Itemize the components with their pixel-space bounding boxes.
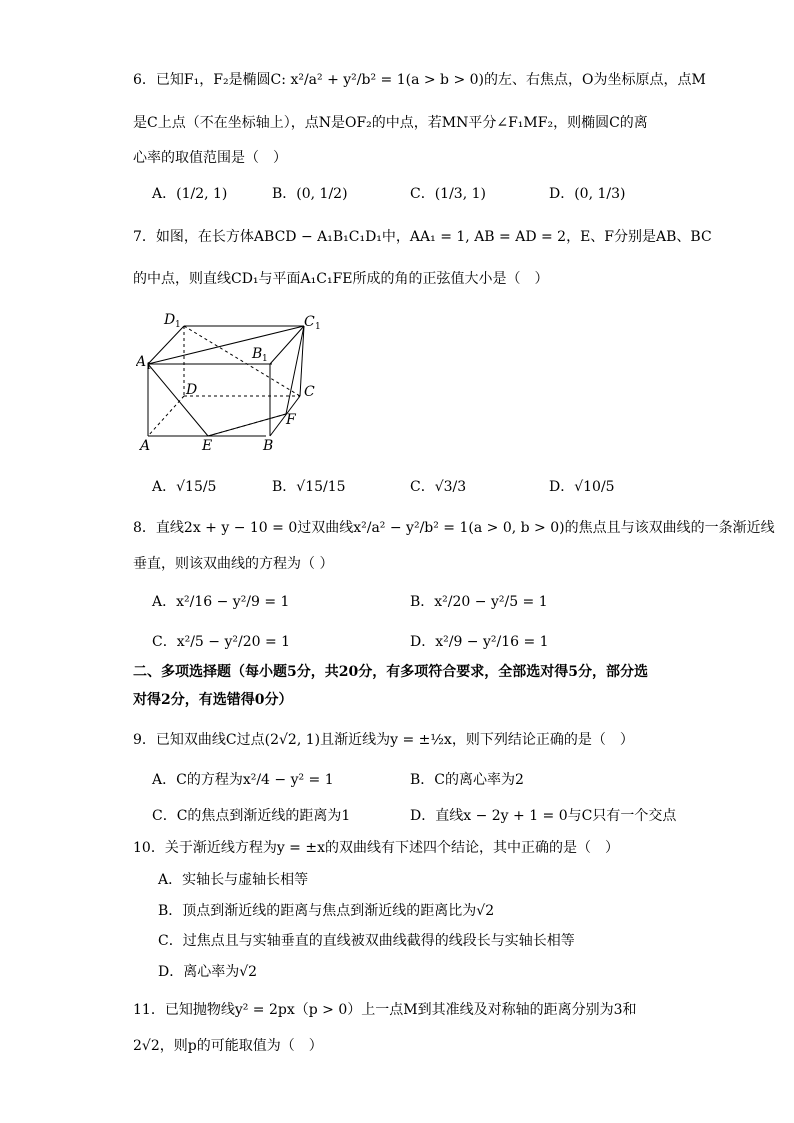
q7-line2: 的中点，则直线CD₁与平面A₁C₁FE所成的角的正弦值大小是（ ） [133,271,549,287]
cuboid-figure [136,306,336,456]
label-c: C [304,384,315,400]
q9-option-c: C．C的焦点到渐近线的距离为1 [152,808,351,824]
q6-line3: 心率的取值范围是（ ） [133,150,287,166]
q7-option-a: A．√15/5 [152,479,217,495]
q10-option-c: C．过焦点且与实轴垂直的直线被双曲线截得的线段长与实轴长相等 [158,933,575,949]
q6-option-c: C．(1/3, 1) [410,186,486,202]
q10-line1: 10．关于渐近线方程为y = ±x的双曲线有下述四个结论，其中正确的是（ ） [133,840,619,856]
label-d: D [186,382,198,398]
label-b: B [263,438,274,454]
label-b1-sub: 1 [262,354,268,364]
q10-option-d: D．离心率为√2 [158,964,258,980]
q9-option-d: D．直线x − 2y + 1 = 0与C只有一个交点 [410,808,677,824]
q7-option-b: B．√15/15 [272,479,346,495]
q6-line1: 6．已知F₁，F₂是椭圆C: x²/a² + y²/b² = 1(a > b > 0)的左、右焦点，O为坐标原点，点M [133,72,706,88]
q8-line1: 8．直线2x + y − 10 = 0过双曲线x²/a² − y²/b² = 1(a > 0, b > 0)的焦点且与该双曲线的一条渐近线 [133,520,775,536]
q8-option-c: C．x²/5 − y²/20 = 1 [152,634,291,650]
q11-line1: 11．已知抛物线y² = 2px（p > 0）上一点M到其准线及对称轴的距离分别为3和 [133,1002,637,1018]
section-multi-choice-line2: 对得2分，有选错得0分） [133,692,293,708]
label-d1-sub: 1 [175,320,181,330]
q10-option-b: B．顶点到渐近线的距离与焦点到渐近线的距离比为√2 [158,903,495,919]
label-c1: C [304,314,315,330]
section-multi-choice-line1: 二、多项选择题（每小题5分，共20分，有多项符合要求，全部选对得5分，部分选 [133,664,648,680]
q6-option-a: A．(1/2, 1) [152,186,228,202]
q6-option-b: B．(0, 1/2) [272,186,348,202]
label-d1: D [164,312,176,328]
q8-option-a: A．x²/16 − y²/9 = 1 [152,594,290,610]
q6-option-d: D．(0, 1/3) [549,186,626,202]
q8-line2: 垂直，则该双曲线的方程为（ ） [133,556,334,572]
q9-option-b: B．C的离心率为2 [410,772,524,788]
q7-option-d: D．√10/5 [549,479,615,495]
q7-option-c: C．√3/3 [410,479,467,495]
q8-option-b: B．x²/20 − y²/5 = 1 [410,594,548,610]
label-a: A [140,438,151,454]
label-a1-sub: 1 [146,362,152,372]
q6-line2: 是C上点（不在坐标轴上），点N是OF₂的中点，若MN平分∠F₁MF₂，则椭圆C的离 [133,115,648,131]
q9-option-a: A．C的方程为x²/4 − y² = 1 [152,772,334,788]
label-a1: A [136,354,147,370]
q7-line1: 7．如图，在长方体ABCD − A₁B₁C₁D₁中，AA₁ = 1, AB = AD = 2，E、F分别是AB、BC [133,229,712,245]
label-b1: B [252,346,263,362]
q11-line2: 2√2，则p的可能取值为（ ） [133,1038,323,1054]
label-c1-sub: 1 [315,322,321,332]
label-e: E [202,438,213,454]
q8-option-d: D．x²/9 − y²/16 = 1 [410,634,549,650]
q9-line1: 9．已知双曲线C过点(2√2, 1)且渐近线为y = ±½x，则下列结论正确的是（ ） [133,732,634,748]
label-f: F [286,412,296,428]
q10-option-a: A．实轴长与虚轴长相等 [158,872,309,888]
